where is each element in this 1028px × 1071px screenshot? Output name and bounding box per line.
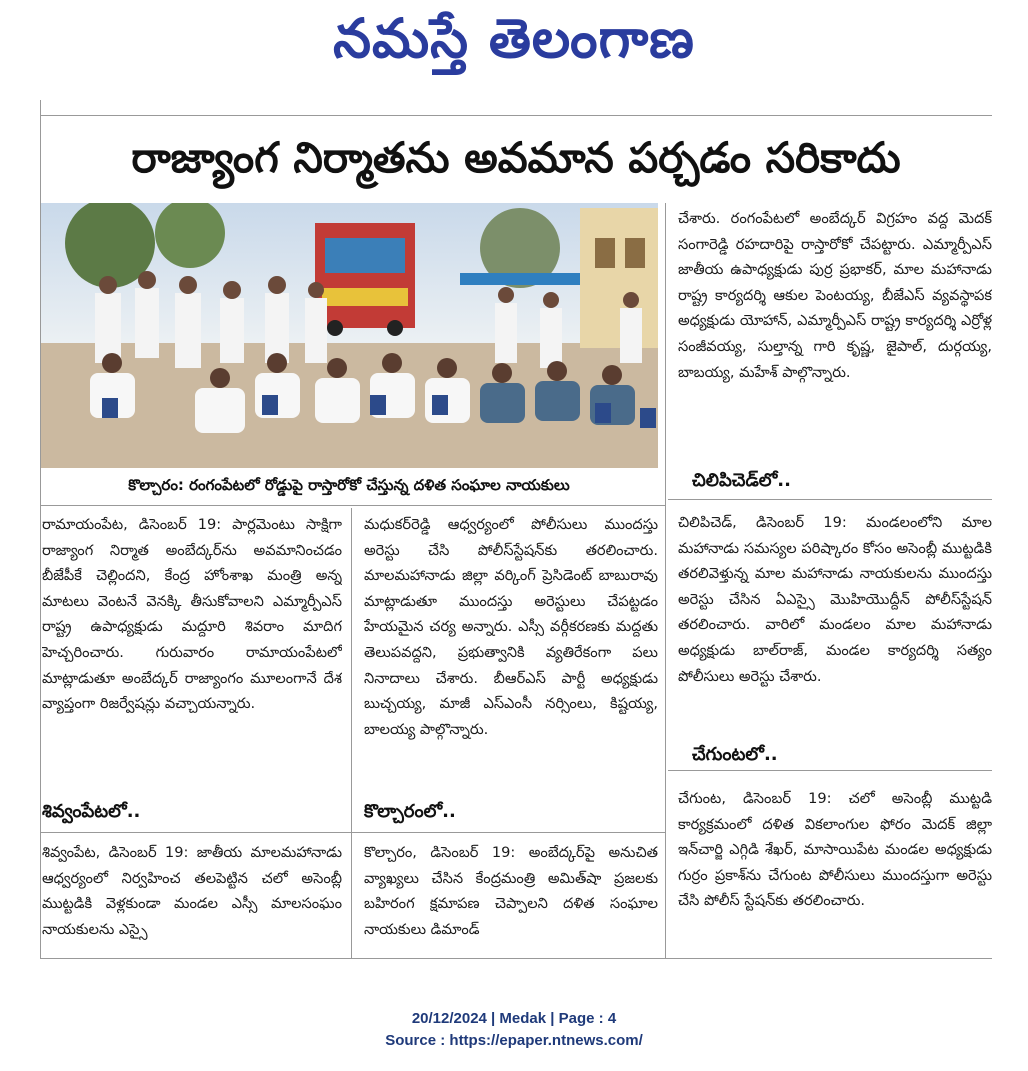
article-text-left-top: రామాయంపేట, డిసెంబర్ 19: పార్లమెంటు సాక్షిగా రాజ్యాంగ నిర్మాత అంబేద్కర్‌ను అవమానించడం బీజేపీకే చెల్లిందని, కేంద్ర హోంశాఖ మంత్రి అన్న మాటలు వెంటనే వెనక్కి తీసుకోవాలని ఎమ్మార్పీఎస్ రాష్ట్ర ఉపాధ్యక్షుడు మద్దూరి శివరాం మాదిగ హెచ్చరించారు. గురువారం రామాయంపేటలో మాట్లాడుతూ అంబేద్కర్ రాజ్యాంగం మూలంగానే దేశ వ్యాప్తంగా రిజర్వేషన్లు వచ్చాయన్నారు. xyxy=(42,516,342,713)
footer-date-line: 20/12/2024 | Medak | Page : 4 xyxy=(411,1010,617,1027)
photo-illustration xyxy=(40,203,658,468)
article-text-right-mid: చిలిపిచెడ్, డిసెంబర్ 19: మండలంలోని మాల మహానాడు సమస్యల పరిష్కారం కోసం అసెంబ్లీ ముట్టడికి తరలివెళ్తున్న మాల మహానాడు నాయకులను ముందస్తు అరెస్టు చేసిన ఏఎస్సై మొహియొద్దీన్ పోలీస్‌స్టేషన్ తరలించారు. వారిలో మండలం మాల మహానాడు అధ్యక్షుడు బాల్‌రాజ్, మండల కార్యదర్శి సత్యం పోలీసులు అరెస్టు చేశారు. xyxy=(678,514,992,685)
article-text-mid-top: మధుకర్‌రెడ్డి ఆధ్వర్యంలో పోలీసులు ముందస్తు అరెస్టు చేసి పోలీస్‌స్టేషన్‌కు తరలించారు. మాలమహానాడు జిల్లా వర్కింగ్ ప్రెసిడెంట్ బాబురావు మాట్లాడుతూ ముందస్తు అరెస్టులు చేపట్టడం హేయమైన చర్య అన్నారు. ఎస్సీ వర్గీకరణకు మద్దతు తెలుపవద్దని, ప్రభుత్వానికి వ్యతిరేకంగా పలు నినాదాలు చేశారు. బీఆర్ఎస్ పార్టీ అధ్యక్షుడు బుచ్చయ్య, మాజీ ఎస్ఎంసీ నర్సింలు, కిష్టయ్య, బాలయ్య పాల్గొన్నారు. xyxy=(364,516,658,738)
column-divider xyxy=(351,508,352,958)
subhead-shivvampet: శివ్వంపేటలో.. xyxy=(42,801,141,822)
masthead: నమస్తే తెలంగాణ xyxy=(333,7,695,70)
column-divider xyxy=(665,203,666,958)
right-sub-rule xyxy=(668,499,992,500)
headline: రాజ్యాంగ నిర్మాతను అవమాన పర్చడం సరికాదు xyxy=(131,133,901,182)
article-text-mid-bottom: కొల్చారం, డిసెంబర్ 19: అంబేద్కర్‌పై అనుచిత వ్యాఖ్యలు చేసిన కేంద్రమంత్రి అమిత్‌షా ప్రజలకు బహిరంగ క్షమాపణ చెప్పాలని దళిత సంఘాల నాయకులు డిమాండ్ xyxy=(364,844,658,938)
mid-sub-rule xyxy=(352,832,665,833)
subhead-chegunta: చేగుంటలో.. xyxy=(692,744,778,765)
column-divider xyxy=(40,100,41,958)
left-sub-rule xyxy=(40,832,351,833)
article-text-right-bottom: చేగుంట, డిసెంబర్ 19: చలో అసెంబ్లీ ముట్టడి కార్యక్రమంలో దళిత వికలాంగుల ఫోరం మెదక్ జిల్లా ఇన్‌చార్జి ఎగ్గిడి శేఖర్, మాసాయిపేట మండల అధ్యక్షుడు గుర్రం ప్రకాశ్‌ను చేగుంట పోలీసులు ముందస్తుగా అరెస్టు చేసి పోలీస్ స్టేషన్‌కు తరలించారు. xyxy=(678,790,992,910)
article-text-right-top: చేశారు. రంగంపేటలో అంబేద్కర్ విగ్రహం వద్ద మెదక్ సంగారెడ్డి రహదారిపై రాస్తారోకో చేపట్టారు. ఎమ్మార్పీఎస్ జాతీయ ఉపాధ్యక్షుడు పుర్ర ప్రభాకర్, మాల మహానాడు రాష్ట్ర కార్యదర్శి ఆకుల పెంటయ్య, బీజేఎస్ వ్యవస్థాపక అధ్యక్షుడు యోహాన్, ఎమ్మార్పీఎస్ రాష్ట్ర కార్యదర్శి ఎర్రోళ్ల సంజీవయ్య, సుల్తాన్న గారి కృష్ణ, జైపాల్, దుర్గయ్య, బాబయ్య, మహేశ్ పాల్గొన్నారు. xyxy=(678,210,992,381)
photo-caption: కొల్చారం: రంగంపేటలో రోడ్డుపై రాస్తారోకో చేస్తున్న దళిత సంఘాల నాయకులు xyxy=(128,476,570,494)
article-text-left-bottom: శివ్వంపేట, డిసెంబర్ 19: జాతీయ మాలమహానాడు ఆధ్వర్యంలో నిర్వహించ తలపెట్టిన చలో అసెంబ్లీ ముట్టడికి వెళ్లకుండా మండల ఎస్సీ మాలసంఘం నాయకులను ఎస్సై xyxy=(42,844,342,938)
subhead-chilipiched: చిలిపిచెడ్‌లో.. xyxy=(692,470,791,491)
footer-source-line: Source : https://epaper.ntnews.com/ xyxy=(385,1032,643,1049)
bottom-rule xyxy=(40,958,992,959)
top-rule xyxy=(40,115,992,116)
subhead-kolcharam: కొల్చారంలో.. xyxy=(364,801,456,822)
right-sub-rule xyxy=(668,770,992,771)
news-photo xyxy=(40,203,658,468)
caption-rule xyxy=(40,505,665,506)
